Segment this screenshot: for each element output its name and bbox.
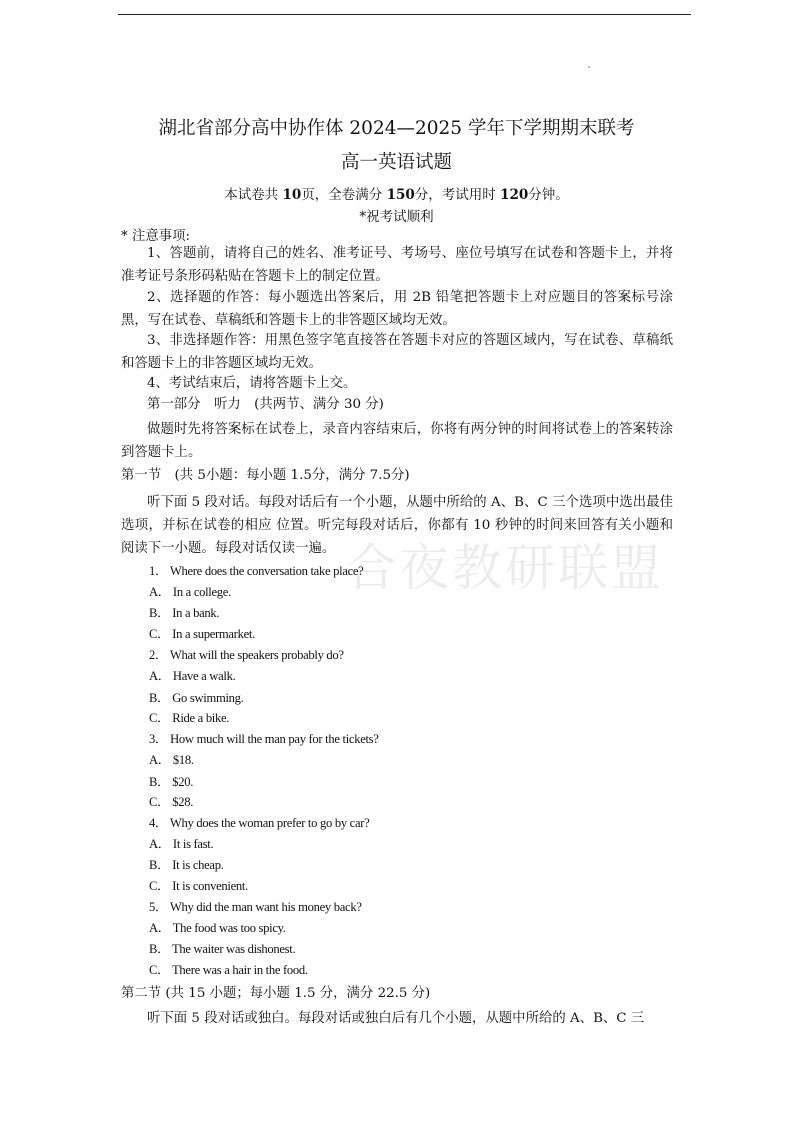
q4-option-b: B． It is cheap. <box>149 858 224 872</box>
question-2: 2． What will the speakers probably do? <box>149 648 344 662</box>
section2-heading: 第二节 (共 15 小题；每小题 1.5 分，满分 22.5 分) <box>121 986 431 1001</box>
note-item-2: 2、选择题的作答：每小题选出答案后，用 2B 铅笔把答题卡上对应题目的答案标号涂黑，写在试卷、草稿纸和答题卡上的非答题区域均无效。 <box>121 290 673 328</box>
q1-option-c: C． In a supermarket. <box>149 627 255 641</box>
note-item-4: 4、考试结束后，请将答题卡上交。 <box>147 376 357 391</box>
exam-title: 湖北省部分高中协作体 2024—2025 学年下学期期末联考 <box>158 118 635 139</box>
question-1: 1． Where does the conversation take place? <box>149 564 364 578</box>
q2-option-a: A． Have a walk. <box>149 669 236 683</box>
speck <box>588 66 590 68</box>
section1-heading: 第一节 (共 5小题：每小题 1.5分，满分 7.5分) <box>121 468 410 483</box>
note-item-1: 1、答题前，请将自己的姓名、准考证号、考场号、座位号填写在试卷和答题卡上，并将准考证号条形码粘贴在答题卡上的制定位置。 <box>121 246 673 284</box>
exam-subtitle: 高一英语试题 <box>340 152 452 173</box>
q2-option-c: C． Ride a bike. <box>149 711 230 725</box>
exam-info: 本试卷共 10页，全卷满分 150分，考试用时 120分钟。 <box>224 187 569 203</box>
q3-option-c: C． $28. <box>149 795 194 809</box>
part1-intro: 做题时先将答案标在试卷上，录音内容结束后，你将有两分钟的时间将试卷上的答案转涂到答题卡上。 <box>121 422 673 460</box>
note-item-3: 3、非选择题作答：用黑色签字笔直接答在答题卡对应的答题区域内，写在试卷、草稿纸和答题卡上的非答题区域均无效。 <box>121 333 673 371</box>
question-3: 3． How much will the man pay for the tickets? <box>149 732 379 746</box>
section2-instruction: 听下面 5 段对话或独白。每段对话或独白后有几个小题，从题中所给的 A、B、C 三 <box>147 1011 645 1026</box>
q3-option-a: A． $18. <box>149 753 194 767</box>
q3-option-b: B． $20. <box>149 775 194 789</box>
part1-heading: 第一部分 听力 (共两节、满分 30 分) <box>147 397 384 412</box>
good-luck-text: *祝考试顺利 <box>359 209 434 225</box>
question-4: 4． Why does the woman prefer to go by car? <box>149 816 370 830</box>
section1-instruction: 听下面 5 段对话。每段对话后有一个小题，从题中所给的 A、B、C 三个选项中选出最佳选项，并标在试卷的相应 位置。听完每段对话后，你都有 10 秒钟的时间来回答有关小题和阅读下一小题。每段对话仅读一遍。 <box>121 495 673 556</box>
question-5: 5． Why did the man want his money back? <box>149 900 362 914</box>
q5-option-a: A． The food was too spicy. <box>149 921 286 935</box>
q5-option-c: C． There was a hair in the food. <box>149 963 308 977</box>
watermark: 合夜教研联盟 <box>346 539 664 597</box>
q1-option-b: B． In a bank. <box>149 606 220 620</box>
notes-heading: * 注意事项: <box>121 229 191 244</box>
q4-option-c: C． It is convenient. <box>149 879 248 893</box>
q1-option-a: A． In a college. <box>149 585 231 599</box>
q4-option-a: A． It is fast. <box>149 837 214 851</box>
q5-option-b: B． The waiter was dishonest. <box>149 942 296 956</box>
top-rule <box>118 14 691 15</box>
q2-option-b: B． Go swimming. <box>149 691 244 705</box>
